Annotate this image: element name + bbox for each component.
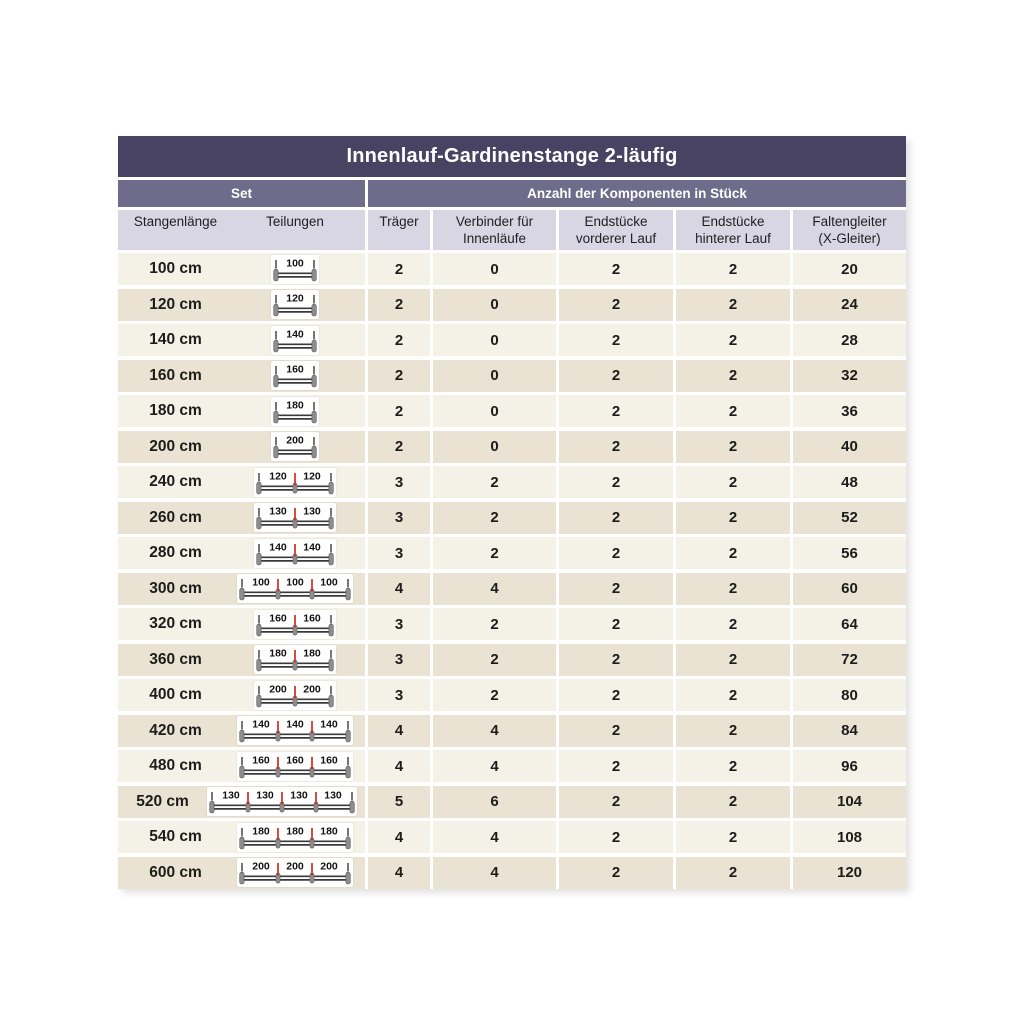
svg-text:180: 180 (286, 825, 304, 837)
rod-diagram (271, 361, 319, 390)
svg-text:160: 160 (269, 612, 287, 624)
length-value: 120 cm (149, 295, 202, 313)
endstueck-vorderer-value: 2 (559, 466, 673, 498)
svg-text:140: 140 (286, 718, 304, 731)
table-row (118, 466, 906, 498)
svg-text:200: 200 (286, 860, 304, 873)
endstueck-vorderer-value: 2 (559, 253, 673, 285)
svg-text:200: 200 (252, 860, 270, 873)
endstueck-hinterer-value: 2 (676, 679, 790, 711)
rod-diagram (271, 397, 319, 426)
faltengleiter-value: 84 (793, 715, 906, 747)
table-body (118, 253, 906, 889)
traeger-value: 3 (368, 608, 430, 640)
set-cell (118, 679, 365, 711)
faltengleiter-value: 52 (793, 502, 906, 534)
endstueck-hinterer-value: 2 (676, 431, 790, 463)
verbinder-value: 4 (433, 715, 556, 747)
endstueck-hinterer-value: 2 (676, 644, 790, 676)
traeger-value: 2 (368, 324, 430, 356)
set-cell (118, 431, 365, 463)
verbinder-value: 4 (433, 573, 556, 605)
verbinder-value: 0 (433, 324, 556, 356)
svg-text:130: 130 (269, 505, 287, 518)
faltengleiter-value: 20 (793, 253, 906, 285)
length-value: 300 cm (149, 579, 202, 597)
length-value: 540 cm (149, 828, 202, 845)
svg-text:120: 120 (303, 470, 321, 482)
svg-text:200: 200 (269, 683, 287, 695)
endstueck-hinterer-value: 2 (676, 573, 790, 605)
svg-text:130: 130 (222, 789, 240, 802)
column-header-endstuecke-hinterer: Endstücke hinterer Lauf (676, 210, 790, 250)
group-header-components: Anzahl der Komponenten in Stück (368, 180, 906, 207)
column-header-row (118, 210, 906, 250)
verbinder-value: 2 (433, 644, 556, 676)
table-row (118, 608, 906, 640)
endstueck-hinterer-value: 2 (676, 289, 790, 321)
traeger-value: 4 (368, 857, 430, 889)
length-value: 600 cm (149, 863, 202, 881)
traeger-value: 2 (368, 360, 430, 392)
faltengleiter-value: 72 (793, 644, 906, 676)
column-header-teilungen: Teilungen (266, 214, 324, 229)
svg-text:130: 130 (290, 789, 308, 802)
svg-text:100: 100 (286, 257, 304, 269)
rod-diagram (237, 574, 353, 603)
traeger-value: 4 (368, 715, 430, 747)
set-cell (118, 324, 365, 356)
svg-text:130: 130 (303, 505, 321, 518)
endstueck-hinterer-value: 2 (676, 608, 790, 640)
length-value: 260 cm (149, 508, 202, 526)
length-value: 480 cm (149, 757, 202, 774)
endstueck-vorderer-value: 2 (559, 750, 673, 782)
endstueck-hinterer-value: 2 (676, 750, 790, 782)
traeger-value: 3 (368, 679, 430, 711)
endstueck-vorderer-value: 2 (559, 715, 673, 747)
rod-diagram (271, 432, 319, 461)
faltengleiter-value: 96 (793, 750, 906, 782)
teilungen-cell (233, 539, 365, 568)
group-header-row (118, 180, 906, 207)
table-row (118, 253, 906, 285)
svg-text:160: 160 (286, 754, 304, 766)
endstueck-vorderer-value: 2 (559, 786, 673, 818)
svg-text:180: 180 (320, 825, 338, 837)
verbinder-value: 2 (433, 608, 556, 640)
endstueck-hinterer-value: 2 (676, 360, 790, 392)
svg-text:180: 180 (286, 399, 304, 411)
endstueck-hinterer-value: 2 (676, 502, 790, 534)
set-cell (118, 253, 365, 285)
svg-text:100: 100 (320, 576, 338, 589)
endstueck-hinterer-value: 2 (676, 466, 790, 498)
teilungen-cell (233, 432, 365, 461)
endstueck-hinterer-value: 2 (676, 395, 790, 427)
traeger-value: 3 (368, 644, 430, 676)
verbinder-value: 4 (433, 821, 556, 853)
teilungen-cell (233, 610, 365, 639)
length-value: 180 cm (149, 402, 202, 419)
endstueck-hinterer-value: 2 (676, 537, 790, 569)
set-cell (118, 857, 365, 889)
rod-diagram (254, 503, 336, 532)
verbinder-value: 0 (433, 360, 556, 392)
verbinder-value: 2 (433, 679, 556, 711)
svg-text:200: 200 (303, 683, 321, 695)
svg-text:140: 140 (320, 718, 338, 731)
length-value: 200 cm (149, 437, 202, 455)
set-cell (118, 750, 365, 782)
table-row (118, 750, 906, 782)
teilungen-cell (233, 503, 365, 532)
endstueck-vorderer-value: 2 (559, 679, 673, 711)
length-value: 160 cm (149, 366, 202, 384)
svg-text:130: 130 (256, 789, 274, 802)
endstueck-hinterer-value: 2 (676, 821, 790, 853)
teilungen-cell (233, 716, 365, 745)
traeger-value: 4 (368, 821, 430, 853)
endstueck-vorderer-value: 2 (559, 360, 673, 392)
rod-diagram (254, 468, 336, 497)
set-cell (118, 821, 365, 853)
rod-diagram (237, 858, 353, 887)
teilungen-cell (233, 752, 365, 781)
table-row (118, 360, 906, 392)
faltengleiter-value: 60 (793, 573, 906, 605)
verbinder-value: 0 (433, 395, 556, 427)
set-cell (118, 537, 365, 569)
rod-diagram (254, 539, 336, 568)
verbinder-value: 6 (433, 786, 556, 818)
rod-diagram (207, 787, 357, 816)
column-header-set (118, 210, 365, 250)
traeger-value: 3 (368, 466, 430, 498)
teilungen-cell (233, 681, 365, 710)
column-header-verbinder: Verbinder für Innenläufe (433, 210, 556, 250)
endstueck-vorderer-value: 2 (559, 608, 673, 640)
length-value: 360 cm (149, 650, 202, 668)
verbinder-value: 0 (433, 253, 556, 285)
teilungen-cell (233, 574, 365, 603)
svg-text:120: 120 (269, 470, 287, 482)
group-header-set: Set (118, 180, 365, 207)
svg-text:160: 160 (252, 754, 270, 766)
traeger-value: 2 (368, 395, 430, 427)
rod-diagram (254, 681, 336, 710)
endstueck-hinterer-value: 2 (676, 715, 790, 747)
svg-text:160: 160 (320, 754, 338, 766)
svg-text:140: 140 (303, 541, 321, 553)
svg-text:100: 100 (286, 576, 304, 589)
svg-text:140: 140 (269, 541, 287, 553)
column-header-stangenlaenge: Stangenlänge (133, 214, 218, 229)
table-row (118, 857, 906, 889)
rod-diagram (237, 752, 353, 781)
verbinder-value: 4 (433, 857, 556, 889)
rod-diagram (271, 326, 319, 355)
faltengleiter-value: 104 (793, 786, 906, 818)
length-value: 140 cm (149, 331, 202, 348)
verbinder-value: 0 (433, 289, 556, 321)
length-value: 100 cm (149, 260, 202, 277)
set-cell (118, 360, 365, 392)
endstueck-vorderer-value: 2 (559, 324, 673, 356)
set-cell (118, 644, 365, 676)
endstueck-vorderer-value: 2 (559, 289, 673, 321)
table-row (118, 715, 906, 747)
svg-text:120: 120 (286, 292, 304, 305)
endstueck-hinterer-value: 2 (676, 324, 790, 356)
traeger-value: 4 (368, 573, 430, 605)
svg-text:160: 160 (303, 612, 321, 624)
length-value: 400 cm (149, 686, 202, 703)
length-value: 320 cm (149, 615, 202, 632)
traeger-value: 3 (368, 537, 430, 569)
table-row (118, 431, 906, 463)
traeger-value: 2 (368, 431, 430, 463)
traeger-value: 5 (368, 786, 430, 818)
teilungen-cell (233, 397, 365, 426)
svg-text:180: 180 (252, 825, 270, 837)
teilungen-cell (233, 290, 365, 319)
teilungen-cell (233, 255, 365, 284)
faltengleiter-value: 120 (793, 857, 906, 889)
faltengleiter-value: 48 (793, 466, 906, 498)
set-cell (118, 786, 365, 818)
rod-diagram (271, 290, 319, 319)
table-row (118, 395, 906, 427)
faltengleiter-value: 80 (793, 679, 906, 711)
svg-text:140: 140 (252, 718, 270, 731)
teilungen-cell (233, 858, 365, 887)
endstueck-vorderer-value: 2 (559, 573, 673, 605)
faltengleiter-value: 108 (793, 821, 906, 853)
svg-text:200: 200 (286, 434, 304, 447)
table-row (118, 786, 906, 818)
endstueck-vorderer-value: 2 (559, 395, 673, 427)
faltengleiter-value: 36 (793, 395, 906, 427)
column-header-faltengleiter: Faltengleiter (X-Gleiter) (793, 210, 906, 250)
length-value: 520 cm (136, 792, 189, 810)
table-row (118, 537, 906, 569)
svg-text:130: 130 (324, 789, 342, 802)
endstueck-hinterer-value: 2 (676, 253, 790, 285)
faltengleiter-value: 56 (793, 537, 906, 569)
endstueck-vorderer-value: 2 (559, 537, 673, 569)
set-cell (118, 573, 365, 605)
set-cell (118, 608, 365, 640)
rod-diagram (271, 255, 319, 284)
svg-text:140: 140 (286, 328, 304, 340)
teilungen-cell (233, 645, 365, 674)
faltengleiter-value: 40 (793, 431, 906, 463)
set-cell (118, 466, 365, 498)
endstueck-vorderer-value: 2 (559, 644, 673, 676)
svg-text:180: 180 (269, 647, 287, 660)
table-row (118, 324, 906, 356)
traeger-value: 4 (368, 750, 430, 782)
endstueck-vorderer-value: 2 (559, 502, 673, 534)
length-value: 420 cm (149, 721, 202, 739)
faltengleiter-value: 64 (793, 608, 906, 640)
length-value: 240 cm (149, 473, 202, 490)
component-table (118, 136, 906, 889)
faltengleiter-value: 32 (793, 360, 906, 392)
endstueck-vorderer-value: 2 (559, 821, 673, 853)
column-header-traeger: Träger (368, 210, 430, 250)
column-header-endstuecke-vorderer: Endstücke vorderer Lauf (559, 210, 673, 250)
table-row (118, 644, 906, 676)
rod-diagram (254, 610, 336, 639)
teilungen-cell (233, 326, 365, 355)
teilungen-cell (233, 823, 365, 852)
traeger-value: 2 (368, 253, 430, 285)
rod-diagram (237, 823, 353, 852)
svg-text:100: 100 (252, 576, 270, 589)
verbinder-value: 2 (433, 537, 556, 569)
set-cell (118, 715, 365, 747)
verbinder-value: 4 (433, 750, 556, 782)
set-cell (118, 289, 365, 321)
svg-text:160: 160 (286, 363, 304, 376)
verbinder-value: 2 (433, 466, 556, 498)
teilungen-cell (233, 468, 365, 497)
endstueck-vorderer-value: 2 (559, 431, 673, 463)
traeger-value: 3 (368, 502, 430, 534)
teilungen-cell (233, 361, 365, 390)
endstueck-hinterer-value: 2 (676, 786, 790, 818)
table-title: Innenlauf-Gardinenstange 2-läufig (118, 136, 906, 177)
faltengleiter-value: 28 (793, 324, 906, 356)
verbinder-value: 0 (433, 431, 556, 463)
set-cell (118, 502, 365, 534)
rod-diagram (254, 645, 336, 674)
svg-text:200: 200 (320, 860, 338, 873)
table-row (118, 502, 906, 534)
rod-diagram (237, 716, 353, 745)
length-value: 280 cm (149, 544, 202, 561)
endstueck-vorderer-value: 2 (559, 857, 673, 889)
table-row (118, 821, 906, 853)
svg-text:180: 180 (303, 647, 321, 660)
traeger-value: 2 (368, 289, 430, 321)
faltengleiter-value: 24 (793, 289, 906, 321)
table-row (118, 679, 906, 711)
endstueck-hinterer-value: 2 (676, 857, 790, 889)
verbinder-value: 2 (433, 502, 556, 534)
table-row (118, 289, 906, 321)
teilungen-cell (207, 787, 365, 816)
set-cell (118, 395, 365, 427)
table-row (118, 573, 906, 605)
